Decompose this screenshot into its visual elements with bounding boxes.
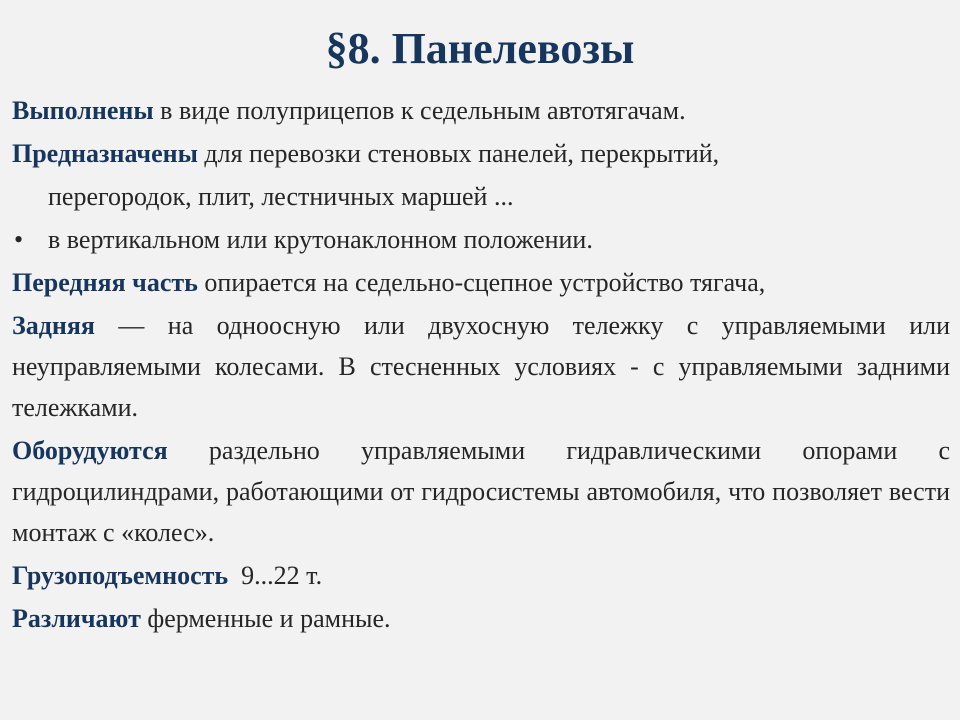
paragraph-purpose-continuation: перегородок, плит, лестничных маршей ...	[48, 182, 514, 211]
paragraph-rear	[12, 305, 950, 428]
paragraph-equipment	[12, 430, 950, 553]
keyword: Выполнены	[12, 96, 154, 125]
bullet-text: в вертикальном или крутонаклонном положении.	[48, 225, 593, 254]
paragraph-front	[12, 262, 950, 303]
keyword: Грузоподъемность	[12, 561, 229, 590]
paragraph-design	[12, 90, 950, 131]
paragraph-text: 9...22 т.	[228, 561, 323, 590]
paragraph-text: для перевозки стеновых панелей, перекрытий,	[197, 139, 720, 168]
slide-body	[12, 90, 950, 641]
paragraph-capacity	[12, 555, 950, 596]
keyword: Передняя часть	[12, 268, 198, 297]
paragraph-types	[12, 598, 950, 639]
keyword: Задняя	[12, 311, 95, 340]
bullet-icon: •	[14, 225, 24, 254]
paragraph-purpose	[12, 133, 950, 174]
slide-title: §8. Панелевозы	[325, 24, 635, 73]
paragraph-text: в виде полуприцепов к седельным автотягачам.	[153, 96, 686, 125]
paragraph-text: опирается на седельно-сцепное устройство тягача,	[197, 268, 766, 297]
paragraph-text: раздельно управляемыми гидравлическими опорами с гидроцилиндрами, работающими от гидросистемы автомобиля, что позволяет вести монтаж с «колес».	[12, 436, 950, 547]
bullet-item	[12, 219, 950, 260]
paragraph-text: — на одноосную или двухосную тележку с управляемыми или неуправляемыми колесами. В стесненных условиях - с управляемыми задними тележками.	[12, 311, 950, 422]
keyword: Различают	[12, 604, 141, 633]
paragraph-text: ферменные и рамные.	[140, 604, 391, 633]
keyword: Оборудуются	[12, 436, 168, 465]
keyword: Предназначены	[12, 139, 198, 168]
